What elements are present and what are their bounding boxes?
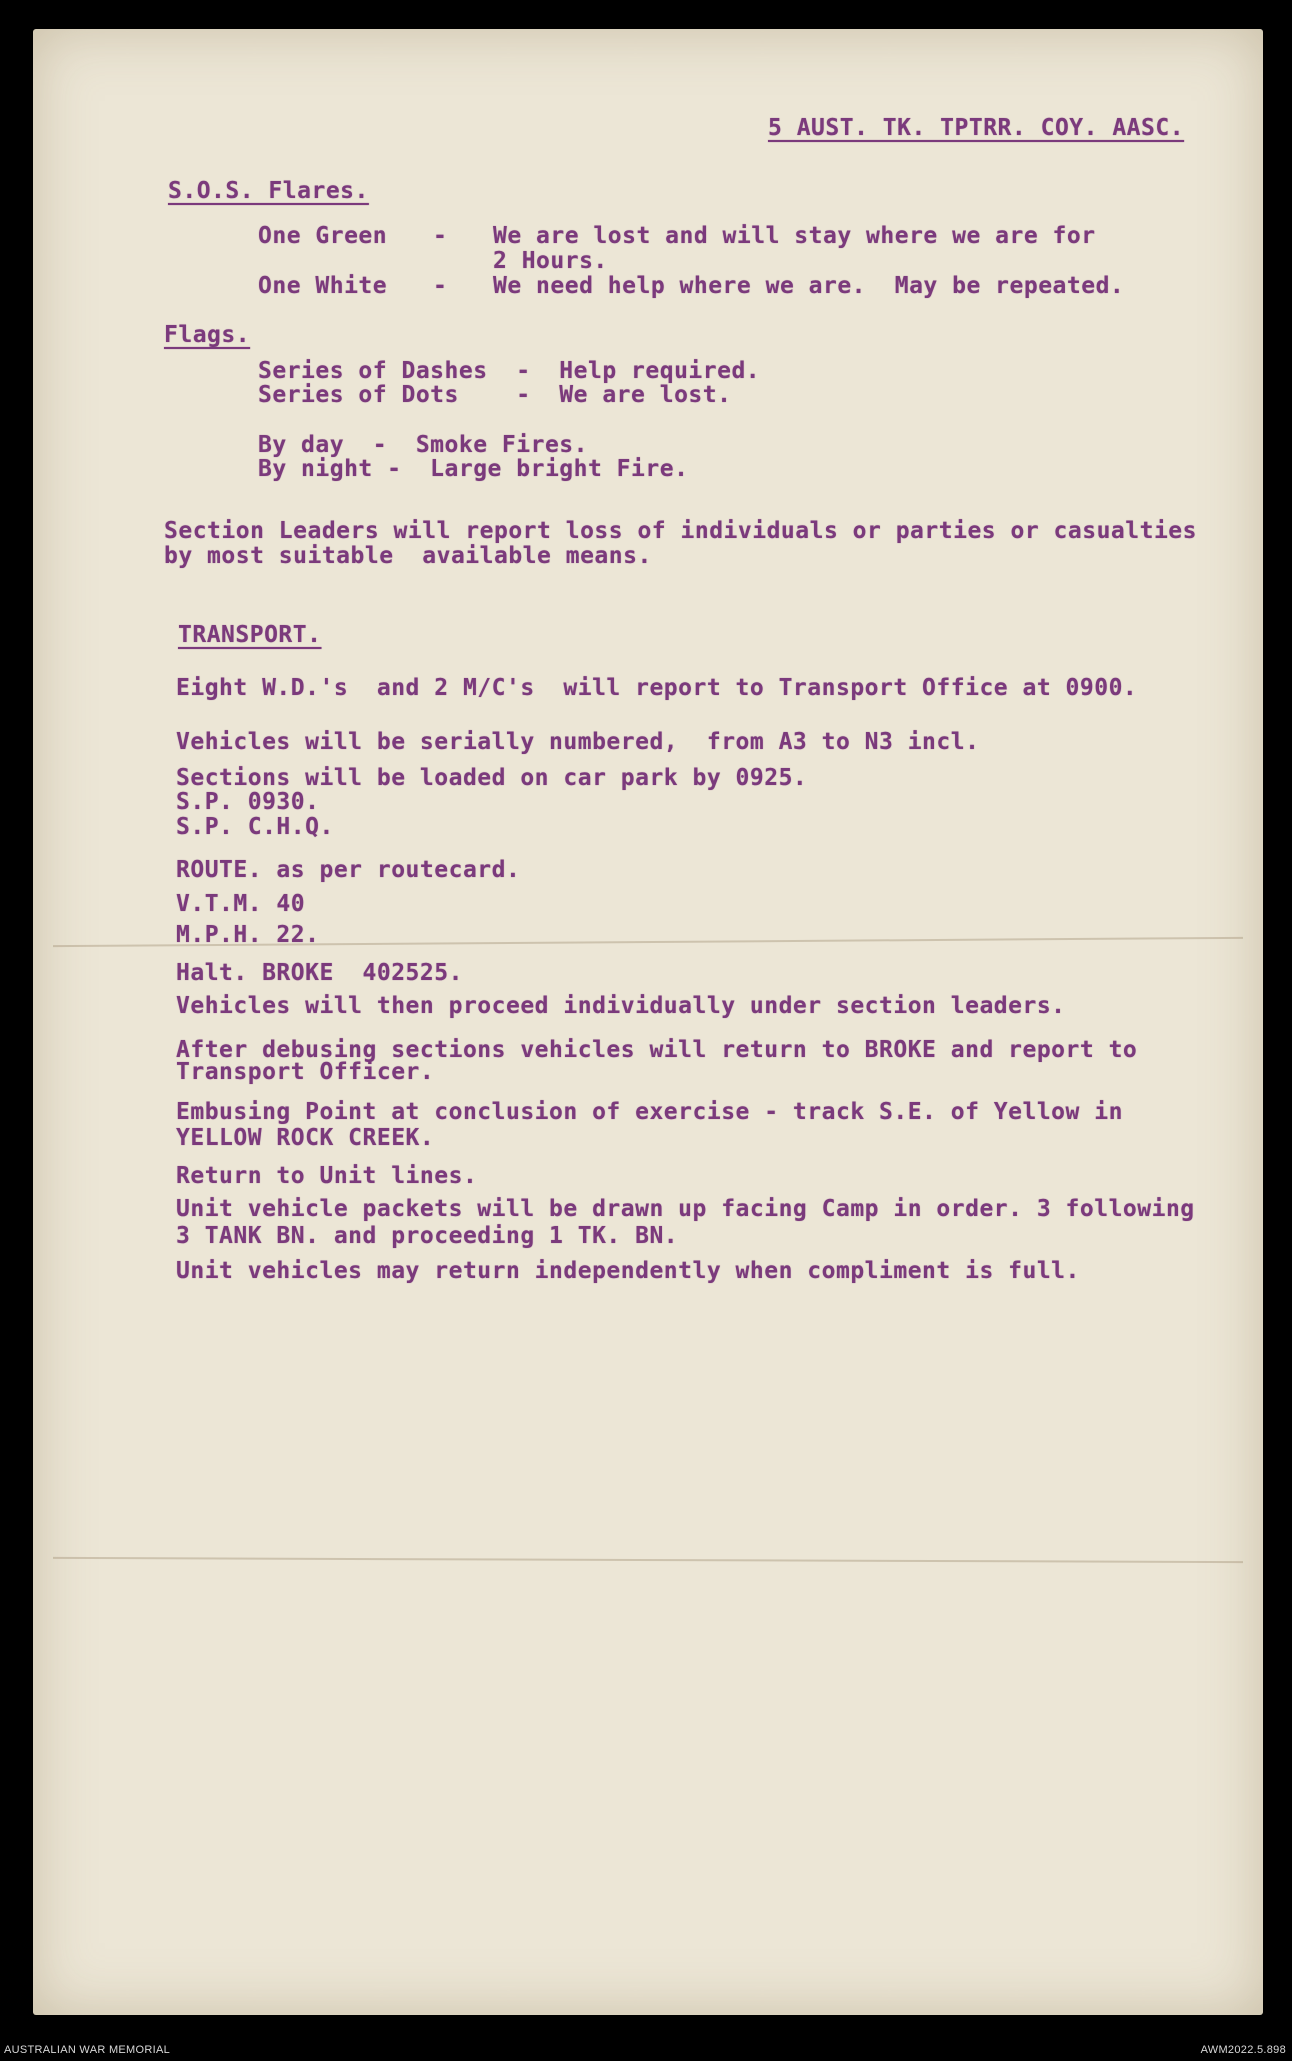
transport-line: S.P. C.H.Q. [176, 814, 334, 840]
transport-line: V.T.M. 40 [176, 891, 306, 917]
green-flare-dash: - [433, 223, 448, 249]
sos-flares-heading: S.O.S. Flares. [168, 178, 369, 204]
transport-line: Vehicles will then proceed individually under section leaders. [176, 993, 1066, 1019]
flags-dashes-line: Series of Dashes - Help required. [258, 358, 761, 384]
document-header: 5 AUST. TK. TPTRR. COY. AASC. [768, 115, 1185, 141]
flags-dots-line: Series of Dots - We are lost. [258, 382, 732, 408]
transport-line: After debusing sections vehicles will return to BROKE and report to [176, 1037, 1138, 1063]
transport-line: Unit vehicles may return independently when compliment is full. [176, 1258, 1080, 1284]
transport-line: Halt. BROKE 402525. [176, 960, 463, 986]
archive-reference: AWM2022.5.898 [1200, 2044, 1286, 2056]
transport-line: YELLOW ROCK CREEK. [176, 1125, 435, 1151]
green-flare-label: One Green [258, 223, 388, 249]
flags-heading: Flags. [164, 322, 251, 348]
transport-line: ROUTE. as per routecard. [176, 857, 521, 883]
transport-line: Return to Unit lines. [176, 1163, 478, 1189]
green-flare-meaning-cont: 2 Hours. [493, 248, 608, 274]
transport-heading: TRANSPORT. [178, 622, 322, 648]
transport-line: S.P. 0930. [176, 789, 320, 815]
transport-line: Transport Officer. [176, 1059, 435, 1085]
transport-line: Unit vehicle packets will be drawn up facing Camp in order. 3 following [176, 1196, 1195, 1222]
section-leaders-line: Section Leaders will report loss of individuals or parties or casualties [164, 518, 1197, 544]
white-flare-label: One White [258, 273, 388, 299]
flags-day-line: By day - Smoke Fires. [258, 432, 588, 458]
transport-line: Sections will be loaded on car park by 0925. [176, 765, 808, 791]
section-leaders-line-cont: by most suitable available means. [164, 543, 652, 569]
transport-line: 3 TANK BN. and proceeding 1 TK. BN. [176, 1223, 679, 1249]
transport-line: Eight W.D.'s and 2 M/C's will report to Transport Office at 0900. [176, 675, 1138, 701]
transport-line: M.P.H. 22. [176, 922, 320, 948]
transport-line: Embusing Point at conclusion of exercise - track S.E. of Yellow in [176, 1099, 1123, 1125]
white-flare-dash: - [433, 273, 448, 299]
transport-line: Vehicles will be serially numbered, from A3 to N3 incl. [176, 729, 980, 755]
paper-crease [53, 1557, 1243, 1563]
archive-credit: AUSTRALIAN WAR MEMORIAL [4, 2044, 171, 2056]
green-flare-meaning: We are lost and will stay where we are for [493, 223, 1096, 249]
flags-night-line: By night - Large bright Fire. [258, 456, 689, 482]
white-flare-meaning: We need help where we are. May be repeated. [493, 273, 1125, 299]
